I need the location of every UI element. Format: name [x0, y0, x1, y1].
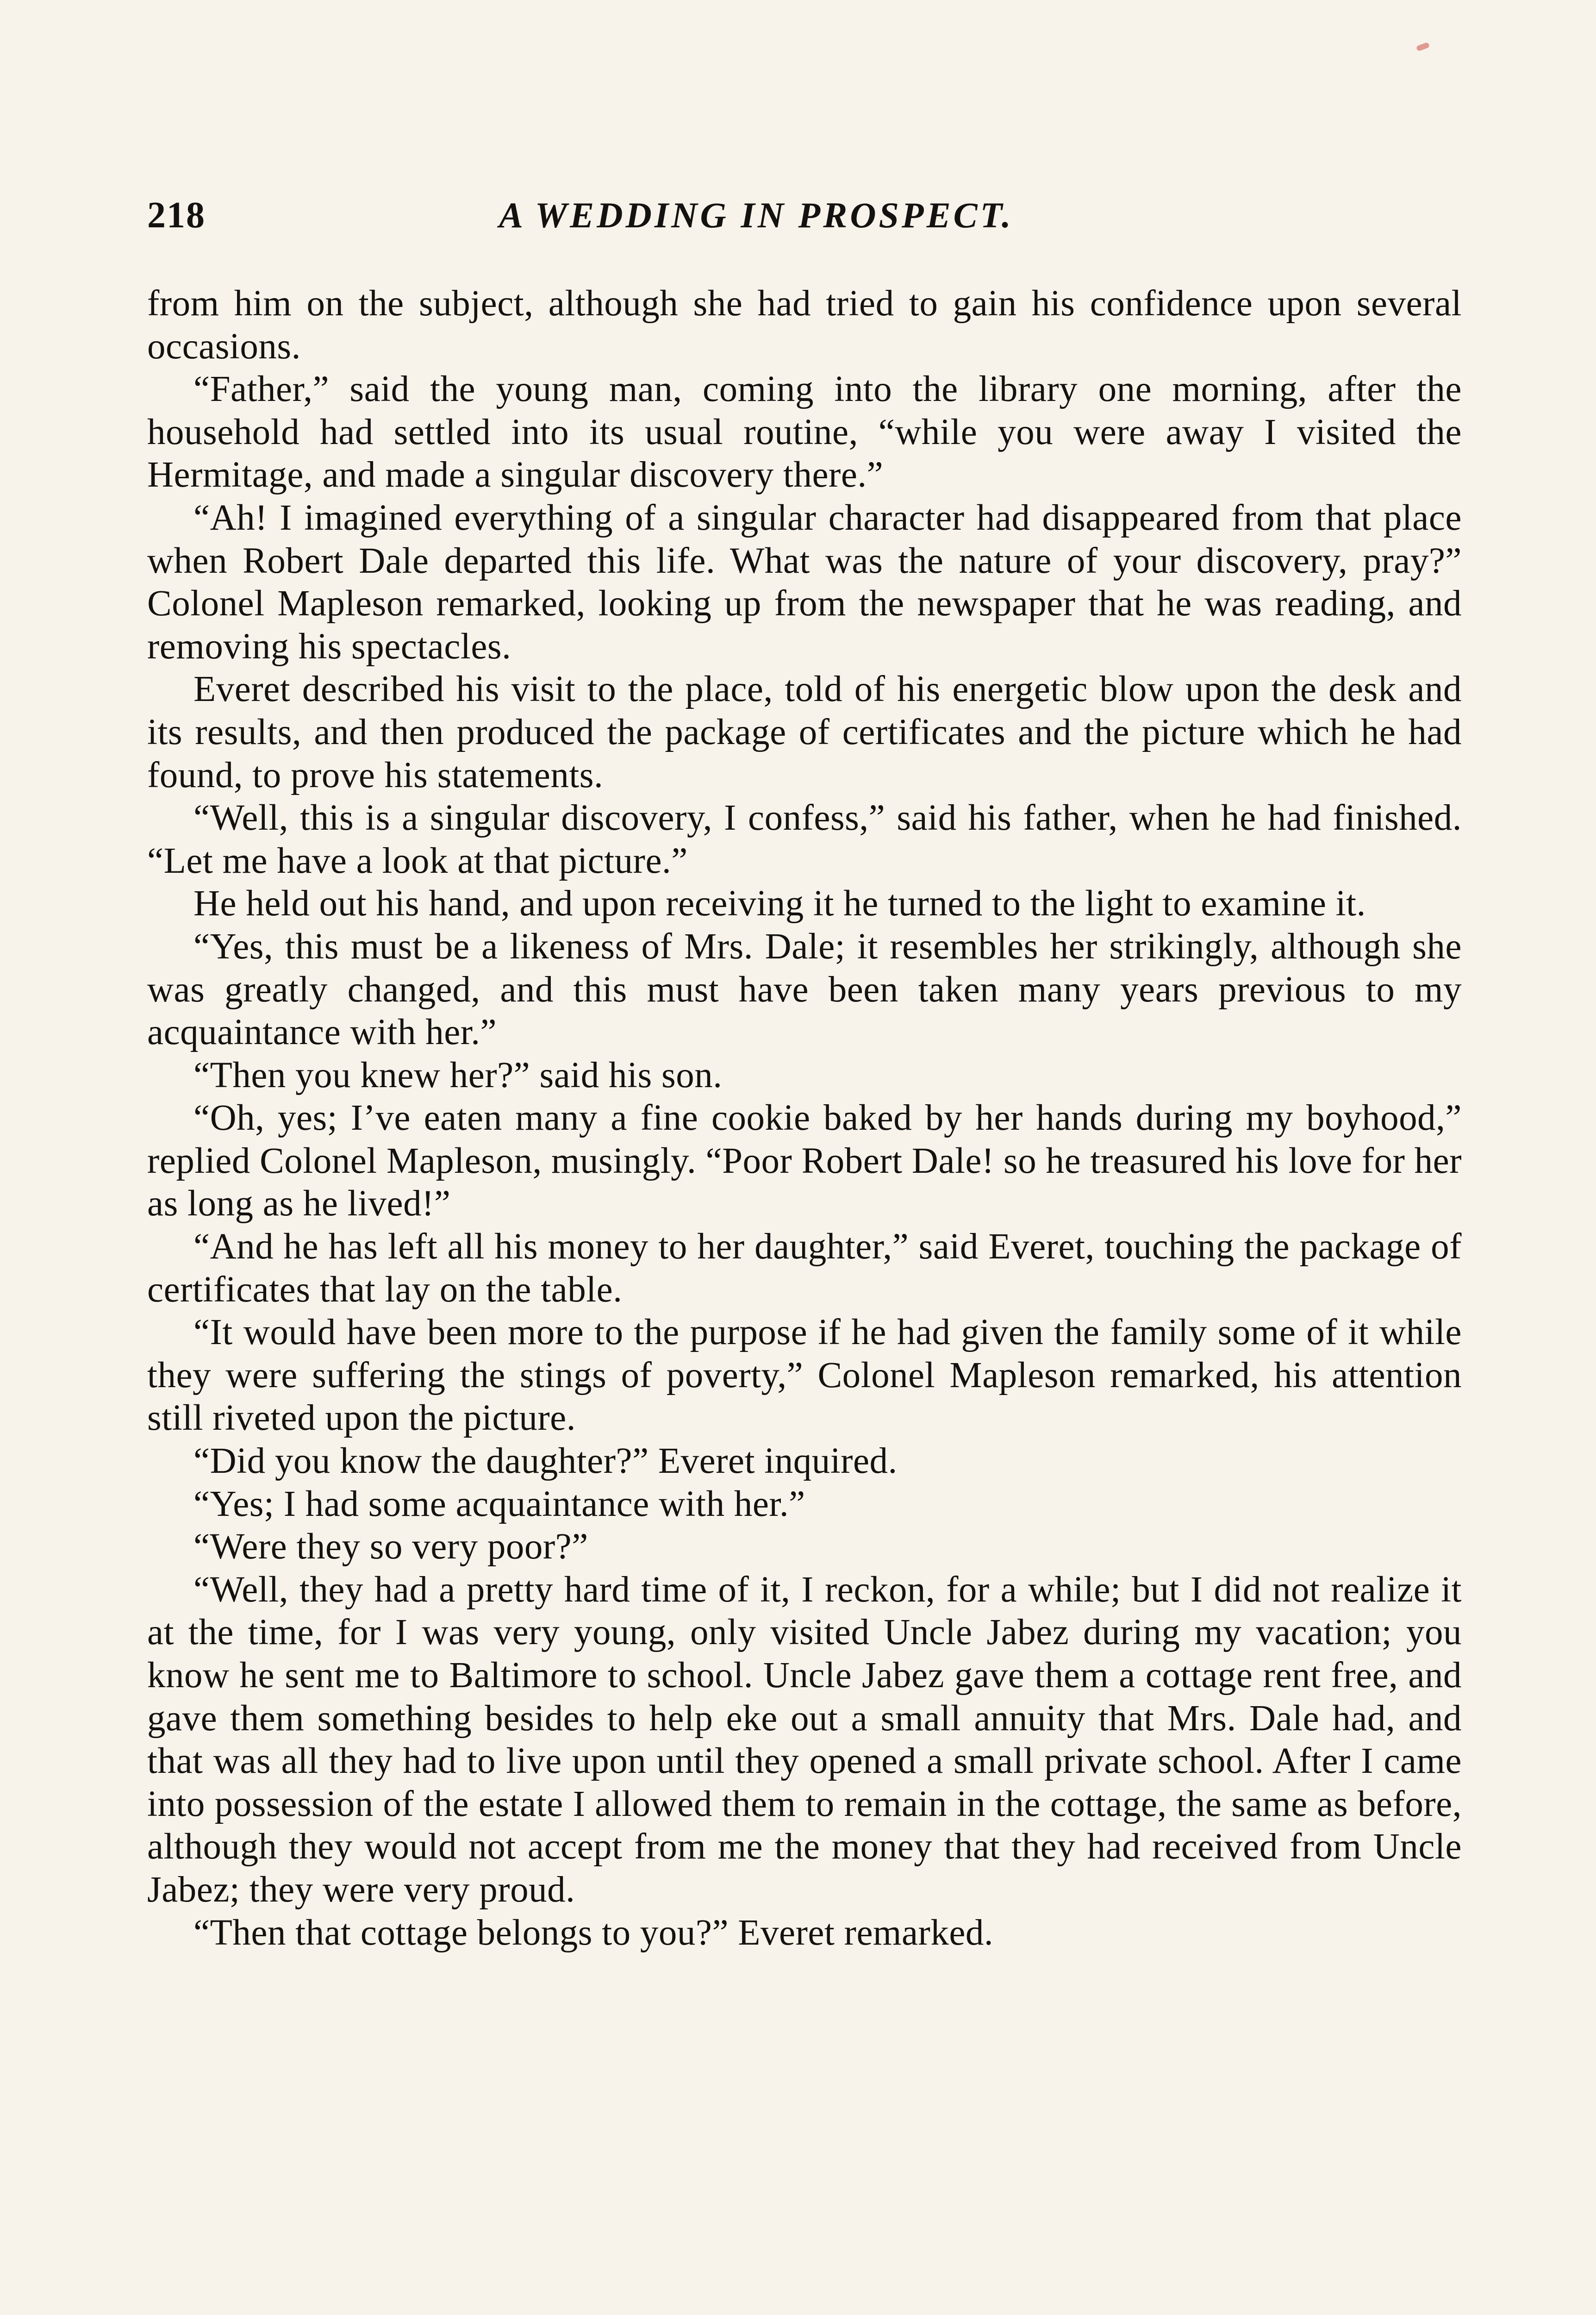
paragraph: “Yes; I had some acquaintance with her.”	[193, 1483, 805, 1524]
ink-speck	[1416, 42, 1430, 52]
paragraph: “Were they so very poor?”	[193, 1527, 588, 1567]
paragraph: “Oh, yes; I’ve eaten many a fine cookie baked by her hands during my boyhood,” replied Colonel Mapleson, musingly. “Poor Robert Dale! so he treasured his love for her as long as he lived!”	[147, 1098, 1462, 1224]
paragraph: “Ah! I imagined everything of a singular character had disappeared from that place when Robert Dale departed this life. What was the nature of your discovery, pray?” Colonel Mapleson remarked, looking up from the newspaper that he was reading, and removing his spectacles.	[147, 497, 1462, 667]
page-number: 218	[147, 195, 206, 236]
paragraph: “Then you knew her?” said his son.	[193, 1055, 723, 1095]
paragraph: “Then that cottage belongs to you?” Everet remarked.	[193, 1912, 994, 1953]
running-head	[147, 194, 1462, 245]
paragraph: “Did you know the daughter?” Everet inquired.	[193, 1441, 898, 1482]
paragraph: “And he has left all his money to her daughter,” said Everet, touching the package of certificates that lay on the table.	[147, 1226, 1462, 1310]
paragraph: He held out his hand, and upon receiving it he turned to the light to examine it.	[193, 883, 1366, 924]
paragraph: “Well, they had a pretty hard time of it, I reckon, for a while; but I did not realize it at the time, for I was very young, only visited Uncle Jabez during my vacation; you know he sent me to Baltimore to school. Uncle Jabez gave them a cottage rent free, and gave them something besides to help eke out a small annuity that Mrs. Dale had, and that was all they had to live upon until they opened a small private school. After I came into possession of the estate I allowed them to remain in the cottage, the same as before, although they would not accept from me the money that they had received from Uncle Jabez; they were very proud.	[147, 1569, 1462, 1910]
paragraph: “It would have been more to the purpose if he had given the family some of it while they were suffering the stings of poverty,” Colonel Mapleson remarked, his attention still riveted upon the picture.	[147, 1312, 1462, 1439]
body-text	[147, 282, 1462, 1954]
paragraph: “Well, this is a singular discovery, I confess,” said his father, when he had finished. “Let me have a look at that picture.”	[147, 798, 1462, 881]
running-title: A WEDDING IN PROSPECT.	[499, 195, 1014, 235]
paragraph: Everet described his visit to the place, told of his energetic blow upon the desk and its results, and then produced the package of certificates and the picture which he had found, to prove his statements.	[147, 669, 1462, 795]
paragraph: from him on the subject, although she had tried to gain his confidence upon several occasions.	[147, 283, 1462, 367]
paragraph: “Father,” said the young man, coming into the library one morning, after the household had settled into its usual routine, “while you were away I visited the Hermitage, and made a singular discovery there.”	[147, 369, 1462, 495]
paragraph: “Yes, this must be a likeness of Mrs. Dale; it resembles her strikingly, although she was greatly changed, and this must have been taken many years previous to my acquaintance with her.”	[147, 926, 1462, 1053]
